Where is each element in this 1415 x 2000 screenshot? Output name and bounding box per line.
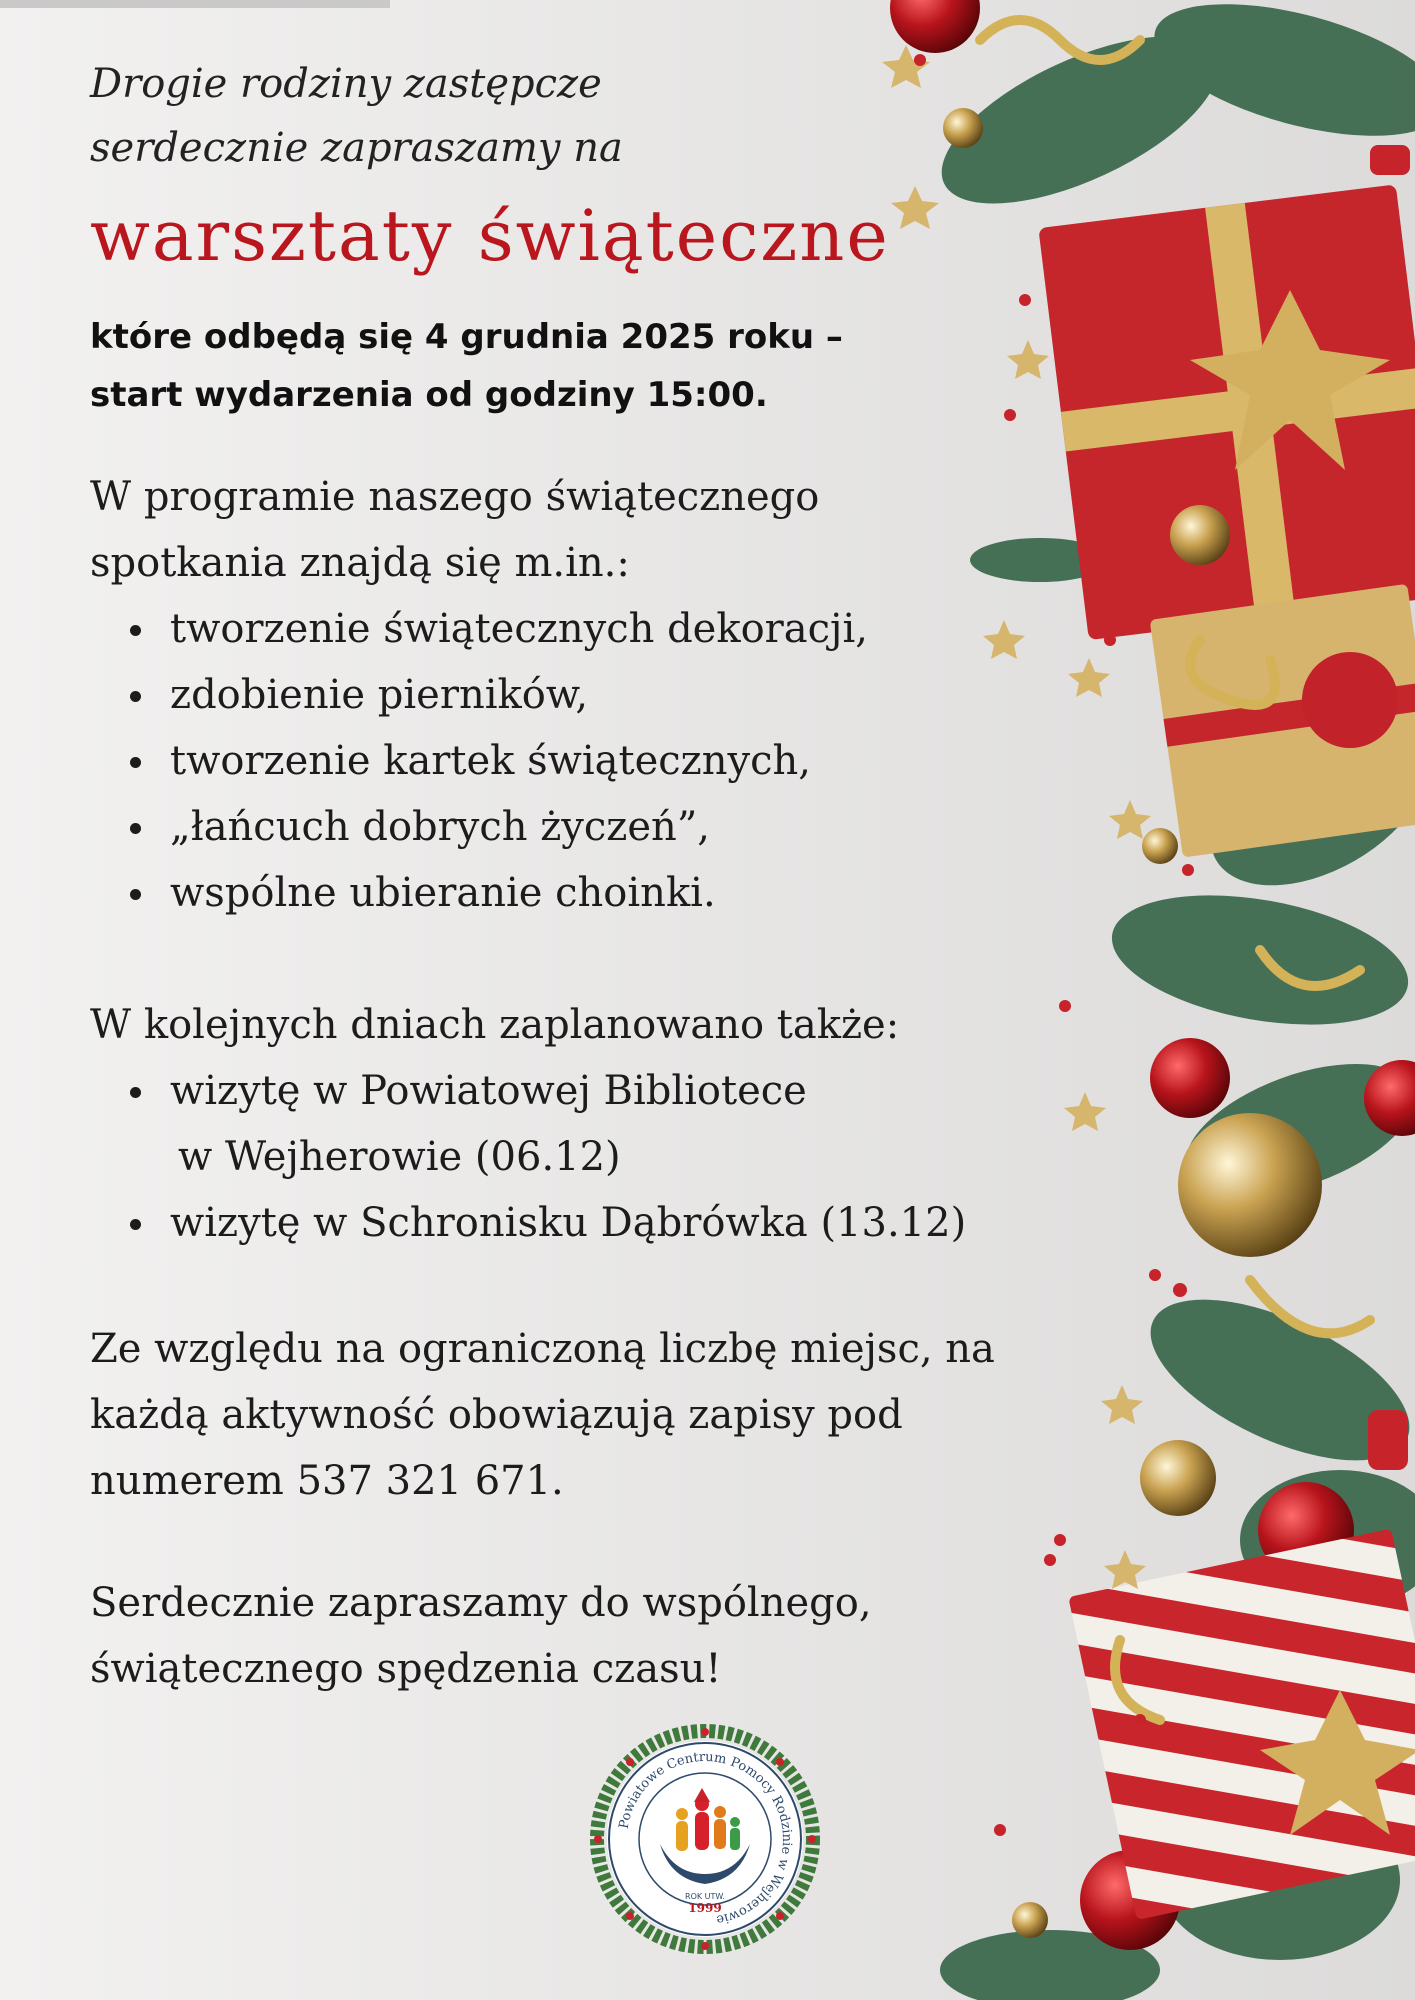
next-days-intro: W kolejnych dniach zaplanowano także: (90, 1002, 900, 1048)
logo-ring-text: Powiatowe Centrum Pomocy Rodzinie w Wejherowie (616, 1749, 795, 1928)
bullet-icon (130, 1219, 141, 1230)
bullet-icon (130, 691, 141, 702)
headline: warsztaty świąteczne (90, 195, 890, 277)
closing-line-2: świątecznego spędzenia czasu! (90, 1646, 722, 1692)
signup-line-1: Ze względu na ograniczoną liczbę miejsc, na (90, 1326, 995, 1372)
program-item (90, 728, 1080, 794)
closing-line-1: Serdecznie zapraszamy do wspólnego, (90, 1580, 872, 1626)
program-item-text: zdobienie pierników, (170, 672, 589, 718)
event-date-line-2: start wydarzenia od godziny 15:00. (90, 375, 768, 415)
logo-year-label: ROK UTW. (685, 1892, 725, 1901)
next-days-item (90, 1190, 1080, 1256)
program-item-text: wspólne ubieranie choinki. (170, 870, 716, 916)
signup-line-2: każdą aktywność obowiązują zapisy pod (90, 1392, 903, 1438)
greeting-line-2: serdecznie zapraszamy na (90, 125, 623, 171)
bullet-icon (130, 1087, 141, 1098)
program-item-text: tworzenie kartek świątecznych, (170, 738, 811, 784)
logo-year: 1999 (688, 1901, 722, 1915)
signup-line-3: numerem 537 321 671. (90, 1458, 564, 1504)
program-item-text: tworzenie świątecznych dekoracji, (170, 606, 868, 652)
bullet-icon (130, 889, 141, 900)
organization-logo (590, 1724, 820, 1954)
greeting-line-1: Drogie rodziny zastępcze (90, 61, 602, 107)
program-item-text: „łańcuch dobrych życzeń”, (170, 804, 710, 850)
invitation-content (90, 52, 1080, 1702)
program-item (90, 596, 1080, 662)
next-days-item-line-2: w Wejherowie (06.12) (178, 1134, 621, 1180)
program-intro-line-2: spotkania znajdą się m.in.: (90, 540, 630, 586)
program-item (90, 860, 1080, 926)
program-item (90, 794, 1080, 860)
next-days-item-line-1: wizytę w Powiatowej Bibliotece (170, 1068, 807, 1114)
event-date-line-1: które odbędą się 4 grudnia 2025 roku – (90, 317, 843, 357)
program-list (90, 596, 1080, 926)
program-intro-line-1: W programie naszego świątecznego (90, 474, 820, 520)
next-days-list (90, 1058, 1080, 1256)
bullet-icon (130, 823, 141, 834)
bullet-icon (130, 757, 141, 768)
next-days-item-line-1: wizytę w Schronisku Dąbrówka (13.12) (170, 1200, 967, 1246)
next-days-item (90, 1058, 1080, 1190)
bullet-icon (130, 625, 141, 636)
program-item (90, 662, 1080, 728)
